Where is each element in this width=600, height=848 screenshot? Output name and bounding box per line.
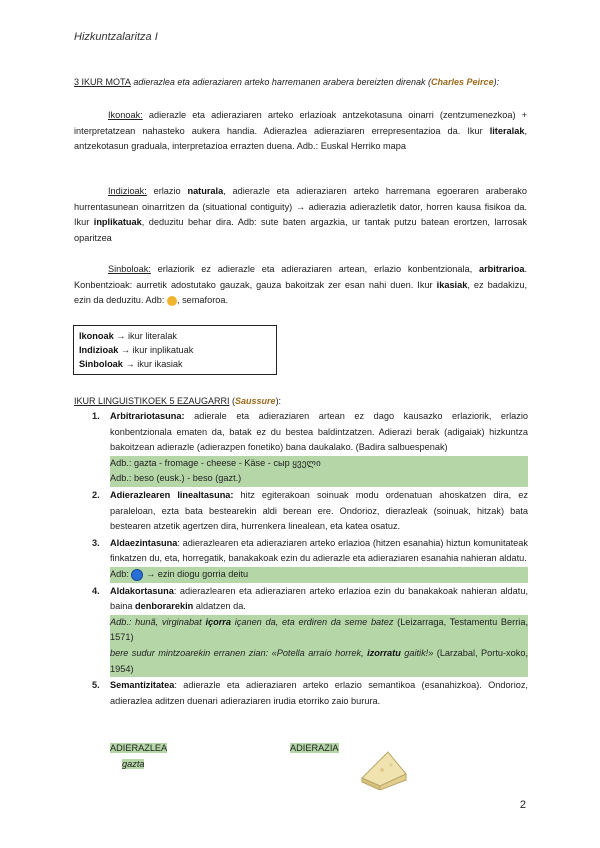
term-sinboloak: Sinboloak:: [108, 264, 151, 274]
sinboloak-text-3: , ez badakizu, ezin da deduzitu. Adb:: [74, 279, 527, 306]
item-term: Aldakortasuna: [110, 585, 174, 596]
label-gazta: [122, 757, 144, 773]
summary-line-indizioak: [79, 343, 271, 357]
blue-circle-icon: [131, 569, 143, 581]
term-indizioak: Indizioak:: [108, 186, 147, 196]
sinboloak-text-1: erlaziorik ez adierazle eta adieraziaren artean, erlazio konbentzionala,: [150, 264, 479, 274]
list-item-aldaezintasuna: [92, 536, 528, 583]
list-number: 1.: [92, 411, 100, 421]
indizioak-text-3: , deduzitu behar dira. Adb: sute baten argazkia, ur tantak putzu batean erortzen, larrosak oparitzea: [74, 217, 527, 243]
quote-larzabal: [110, 646, 528, 677]
summary-value: → ikur ikasiak: [122, 359, 183, 369]
item-term: Semantizitatea: [110, 680, 175, 691]
paragraph-sinboloak: [74, 262, 527, 309]
list-item-arbitrariotasuna: [92, 409, 528, 487]
section-title-ikur-mota: [74, 75, 534, 91]
author-saussure: Saussure: [235, 396, 276, 406]
cheese-image: [358, 748, 414, 796]
quote-source: (Larzabal, Portu-xoko, 1954): [110, 647, 528, 674]
list-item-semantizitatea: [92, 678, 528, 709]
list-number: 5.: [92, 680, 100, 691]
summary-term: Indizioak: [79, 345, 119, 355]
term-ikonoak: Ikonoak:: [108, 110, 143, 120]
summary-value: → ikur literalak: [113, 331, 178, 341]
ikonoak-text-1: adierazle eta adieraziaren arteko erlazioak antzekotasuna oinarri (zentzumenezkoa) + interpretatzean nahasteko aukera handia. Adierazlea adieraziaren errepresentazioa da. Ikur: [74, 110, 527, 136]
item-term: Aldaezintasuna: [110, 537, 178, 548]
section2-title-underlined: IKUR LINGUISTIKOEK 5 EZAUGARRI: [74, 396, 230, 406]
example-highlight: [110, 567, 528, 583]
item-text: : adierazle eta adieraziaren arteko erlazio semantikoa (esanahizkoa). Ondorioz, adierazlea aditzen duenari adieraziaren irudia etorriko zaio burura.: [110, 680, 528, 706]
list-item-aldakortasuna: [92, 584, 528, 678]
item-bold: denborarekin: [135, 601, 194, 612]
quote-text: bere sudur mintzoarekin erranen zian: «Potella arraio horrek,: [110, 647, 368, 658]
sinboloak-bold-2: ikasiak: [436, 279, 468, 290]
section2-close: ):: [275, 396, 282, 406]
item-text: : adierazlearen eta adieraziaren arteko erlazioa ezin du banakakoak nahieran aldatu, baina: [110, 585, 528, 612]
page-number: 2: [519, 799, 526, 811]
label-adierazia: [290, 741, 339, 757]
ikonoak-bold: literalak: [489, 125, 525, 136]
paragraph-ikonoak: [74, 108, 527, 155]
summary-term: Sinboloak: [79, 359, 123, 369]
list-number: 3.: [92, 537, 100, 548]
example-prefix: Adb:: [110, 568, 132, 579]
summary-line-sinboloak: [79, 357, 271, 371]
item-text: hitz egiterakoan soinuak modu ordenatuan ahoskatzen dira, ez paraleloan, ezta bata bestearekin aldi berean ere. Ondorioz, dieraz​leak (soinuak, hitzak) bata bestearen atzetik agertzen dira, hurrenkera linealean, eta katea osatuz.: [110, 489, 528, 532]
quote-text: gaitik!»: [400, 647, 434, 658]
paragraph-indizioak: [74, 184, 527, 246]
ikonoak-text-2: , antzekotasun graduala, interpretazioa errazten duena. Adb.: Euskal Herriko mapa: [74, 125, 527, 152]
traffic-light-icon: [167, 296, 177, 306]
list-number: 2.: [92, 489, 100, 500]
page-header: Hizkuntzalaritza I: [74, 31, 158, 43]
sinboloak-bold-1: arbitrarioa: [478, 264, 525, 274]
example-highlight: Adb.: beso (eusk.) - beso (gazt.): [110, 471, 528, 487]
adierazlea-text: ADIERAZLEA: [110, 743, 168, 753]
indizioak-bold-1: naturala: [187, 186, 224, 196]
summary-value: → ikur inplikatuak: [118, 345, 194, 355]
indizioak-bold-2: inplikatuak: [93, 217, 142, 228]
example-suffix: → ezin diogu gorria deitu: [143, 568, 249, 579]
item-text: : adierazlearen eta adieraziaren arteko erlazioa (hitzen esanahia) hiztun komunitateak finkatzen du, eta, horregatik, banakakoak ezin du adierazle eta adieraziaren esanahia nahieran aldatu.: [110, 537, 528, 564]
quote-text: Adb.: hunã, virginabat: [110, 616, 206, 627]
sinboloak-text-2: . Konbentzioak: aurretik adostutako gauzak, gauza bakoitzak zer esan nahi duen. Ikur: [74, 264, 527, 290]
label-adierazlea: [110, 741, 167, 757]
example-highlight: Adb.: gazta - fromage - cheese - Käse - сыр ყველი: [110, 456, 528, 472]
quote-source: (Leizarraga, Testamentu Berria, 1571): [110, 616, 528, 643]
summary-line-ikonoak: [79, 329, 271, 343]
gazta-text: gazta: [122, 759, 145, 769]
section-title-ezaugarri: [74, 394, 534, 410]
quote-leizarraga: [110, 615, 528, 646]
quote-bold: izorratu: [367, 647, 401, 658]
list-number: 4.: [92, 585, 100, 596]
indizioak-text-2: , adierazle eta adieraziaren arteko harremana egoeraren araberako hurrentasunean oinarritzen da (situational contiguity) → adierazia adierazletik dator, horren kausa fisikoa da. Ikur: [74, 186, 528, 228]
features-list: [92, 409, 528, 710]
section2-open: (: [229, 396, 236, 406]
section-title-end: ):: [493, 77, 500, 87]
list-item-linealtasuna: [92, 488, 528, 535]
item-text: adierale eta adieraziaren artean ez dago kausazko erlaziorik, erlazio konbentzionala ematen da, batak ez du bestea baldintzatzen. Adierazi berak (adigaiak) hizkuntza bakoitzean adierazle (adierazpen fonetiko) bana daukalako. (Badira salbuespenak): [110, 411, 528, 453]
section-title-underlined: 3 IKUR MOTA: [74, 77, 131, 87]
indizioak-text-1: erlazio: [146, 186, 188, 196]
summary-box: [73, 325, 277, 375]
sinboloak-text-4: , semaforoa.: [176, 295, 229, 306]
summary-term: Ikonoak: [79, 331, 114, 341]
quote-bold: içorra: [205, 616, 231, 627]
quote-text: içanen da, eta erdiren da seme batez: [231, 616, 394, 627]
adierazia-text: ADIERAZIA: [290, 743, 339, 753]
item-term: Adierazlearen linealtasuna:: [110, 489, 234, 500]
author-peirce: Charles Peirce: [431, 77, 494, 87]
section-title-text: adierazlea eta adieraziaren arteko harremanen arabera bereizten direnak (: [130, 77, 432, 87]
item-term: Arbitrariotasuna:: [110, 411, 185, 421]
item-text-end: aldatzen da.: [193, 601, 246, 612]
